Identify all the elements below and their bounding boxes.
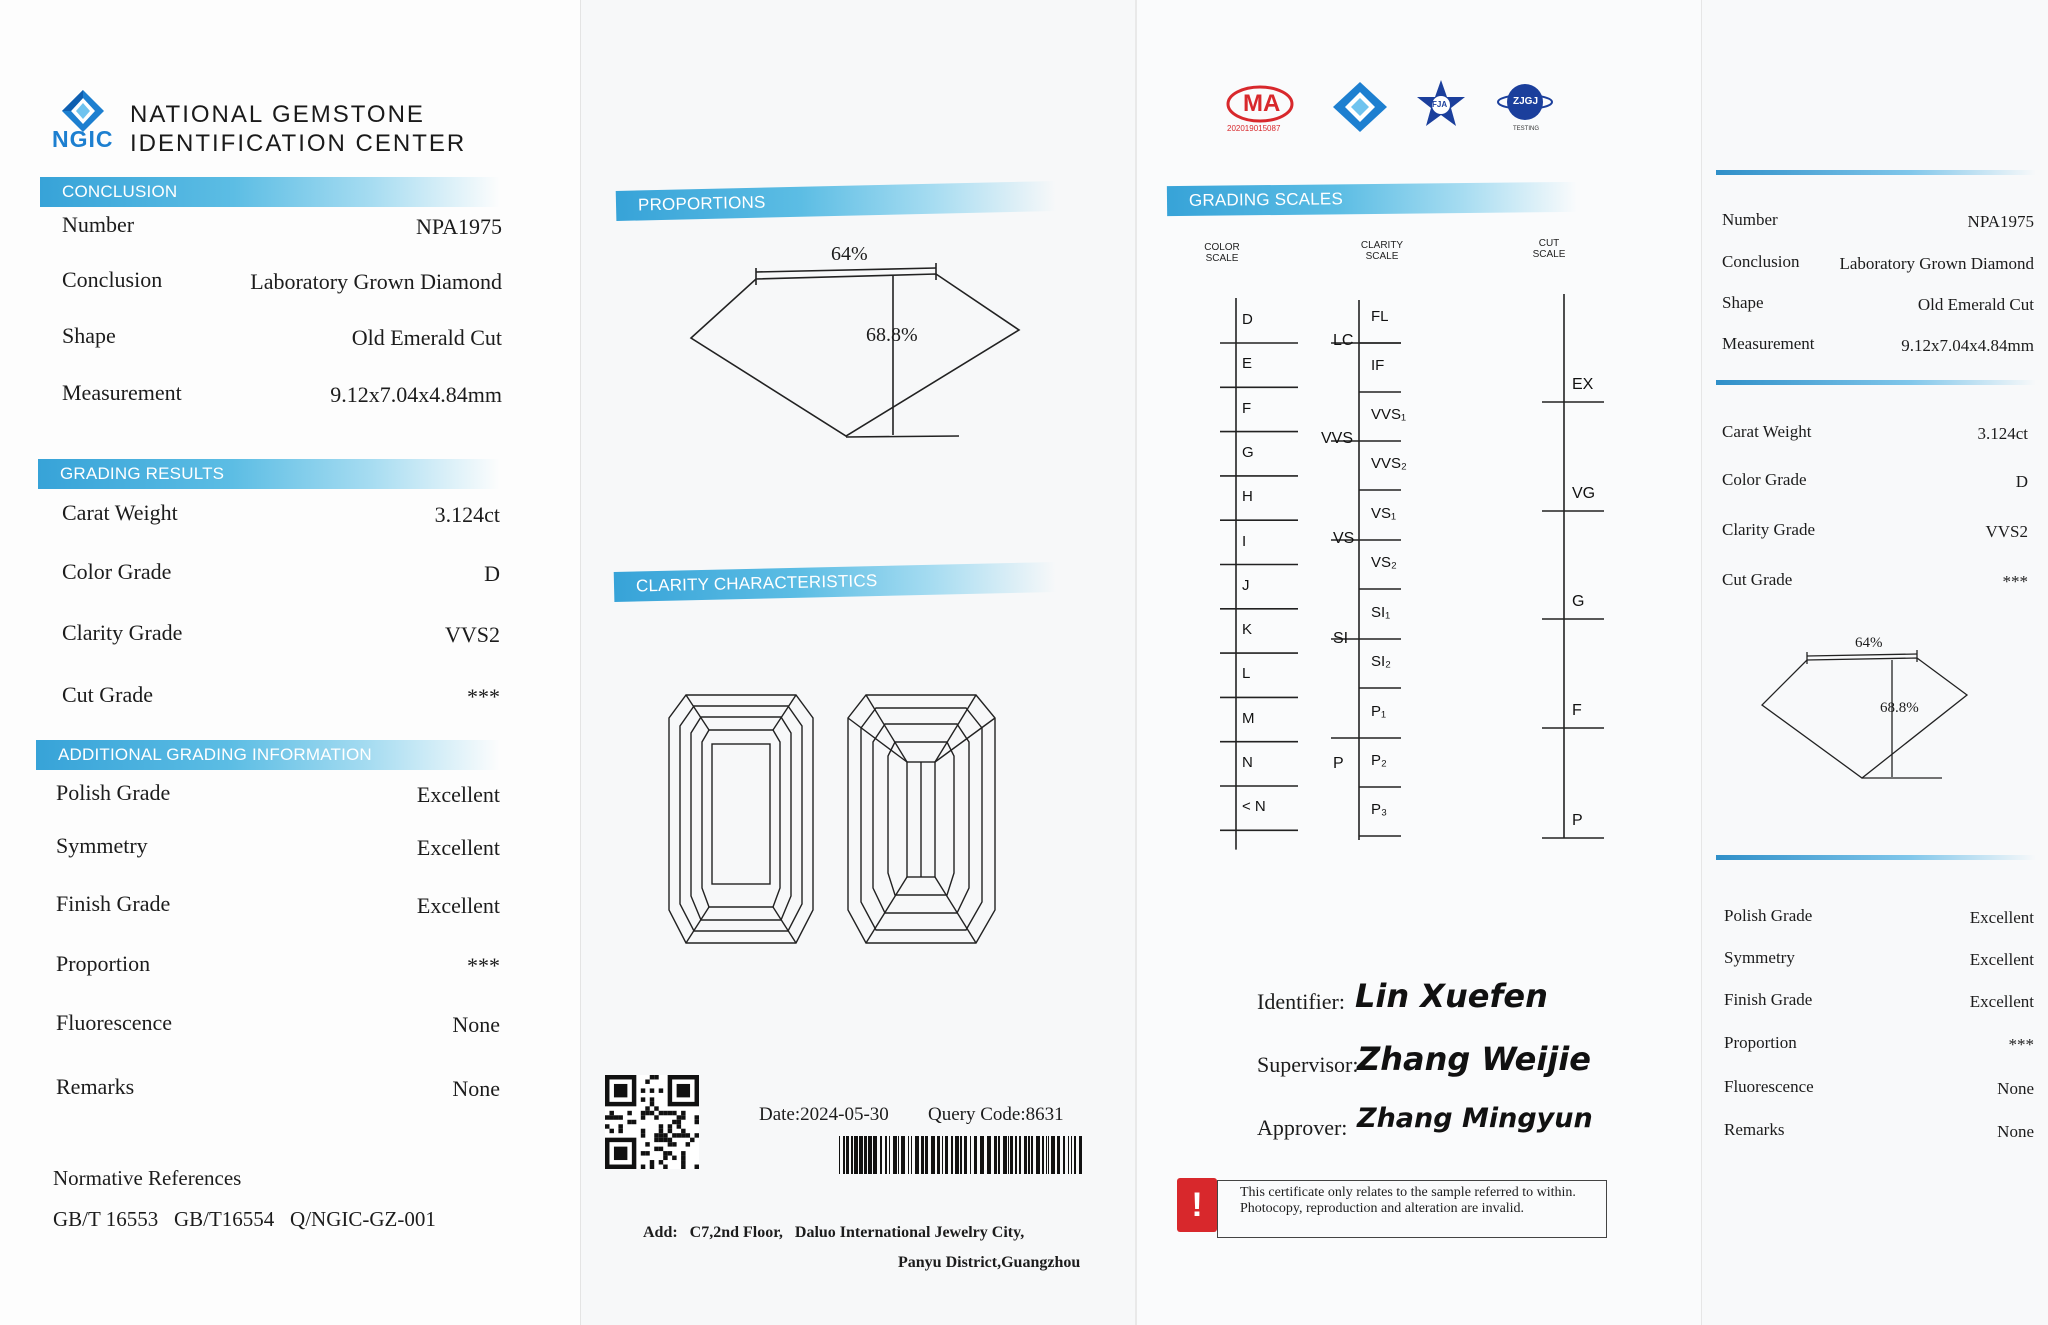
certificate-panel-diagrams [580,0,1136,1325]
color-grade-i: I [1242,532,1247,550]
certificate-panel-summary [1701,0,2048,1325]
color-grade-l: L [1242,665,1251,683]
summary-finish-grade-label: Finish Grade [1724,990,1813,1009]
measurement-value: 9.12x7.04x4.84mm [330,382,502,407]
summary-shape-value: Old Emerald Cut [1917,295,2034,314]
section-additional-header: ADDITIONAL GRADING INFORMATION [36,740,500,770]
symmetry-label: Symmetry [56,833,148,858]
fja-star-icon: FJA [1415,78,1467,130]
clarity-scale-title: CLARITY SCALE [1360,240,1404,262]
clarity-group-p: P [1333,755,1344,772]
section-conclusion-header: CONCLUSION [40,177,500,207]
clarity-grade-label: Clarity Grade [62,620,183,645]
shape-value: Old Emerald Cut [351,325,502,350]
signature-role-0: Identifier: [1257,989,1345,1014]
carat-weight-label: Carat Weight [62,500,178,525]
section-grading-scales-header: GRADING SCALES [1167,182,1577,216]
cut-grade-value: *** [467,684,500,709]
summary-number-label: Number [1722,210,1778,229]
cut-grade-g: G [1572,593,1585,610]
summary-cut-grade-label: Cut Grade [1722,570,1793,589]
finish-grade-label: Finish Grade [56,891,171,916]
color-grade-d: D [1242,311,1253,328]
summary-fluorescence-label: Fluorescence [1724,1077,1814,1096]
summary-color-grade-value: D [2015,472,2028,491]
color-grade-lt-n: < N [1242,798,1266,816]
section-proportions-header: PROPORTIONS [616,181,1057,221]
grading-results-list [62,500,500,740]
summary-proportion-label: Proportion [1724,1033,1797,1052]
org-abbreviation: NGIC [52,126,114,152]
summary-divider-3 [1716,855,2036,860]
color-grade-e: E [1242,355,1253,373]
signature-name-2: Zhang Mingyun [1357,1103,1593,1134]
section-clarity-characteristics-header: CLARITY CHARACTERISTICS [614,562,1057,602]
summary-divider-1 [1716,170,2036,175]
color-grade-m: M [1242,709,1255,727]
summary-proportion-value: *** [2008,1035,2034,1054]
color-grade-k: K [1242,621,1253,639]
summary-number-value: NPA1975 [1967,212,2034,231]
symmetry-value: Excellent [416,835,500,860]
clarity-grade-3: VVS₂ [1371,455,1407,472]
certificate-panel-main [0,0,580,1325]
summary-carat-weight-value: 3.124ct [1977,424,2028,443]
clarity-grade-9: P₂ [1371,752,1387,769]
clarity-grade-1: IF [1371,357,1385,374]
clarity-grade-5: VS₂ [1371,554,1397,571]
clarity-grade-6: SI₁ [1371,604,1391,621]
summary-cut-grade-value: *** [2002,572,2028,591]
cut-grade-ex: EX [1572,376,1594,393]
color-grade-h: H [1242,488,1253,506]
summary-bottom-list [1724,906,2034,1146]
signature-name-1: Zhang Weijie [1357,1040,1591,1078]
proportion-depth-percent: 68.8% [866,324,918,346]
conclusion-value: Laboratory Grown Diamond [250,269,502,294]
finish-grade-value: Excellent [416,893,500,918]
clarity-group-vs: VS [1333,530,1355,547]
cut-scale-title: CUT SCALE [1532,238,1566,260]
proportion-label: Proportion [56,951,151,976]
color-grade-n: N [1242,754,1253,771]
color-grade-j: J [1242,576,1250,594]
proportion-table-percent: 64% [831,243,868,265]
summary-proportions-diagram [1702,640,2048,790]
cma-mark-icon: MA 202019015087 [1225,84,1295,134]
warning-icon: ! [1177,1178,1217,1232]
barcode [839,1136,1089,1174]
color-scale-title: COLOR SCALE [1204,242,1240,264]
remarks-value: None [452,1076,500,1101]
clarity-grade-8: P₁ [1371,703,1387,720]
clarity-grade-2: VVS₁ [1371,406,1407,423]
color-grade-g: G [1242,443,1254,461]
clarity-grade-value: VVS2 [444,622,500,647]
qr-code[interactable] [605,1075,699,1169]
org-name-line2: IDENTIFICATION CENTER [130,130,467,157]
summary-measurement-label: Measurement [1722,334,1815,353]
clarity-grade-10: P₃ [1371,801,1388,818]
additional-grading-list [56,780,500,1120]
org-name-line1: NATIONAL GEMSTONE [130,101,425,128]
normative-references-title: Normative References [53,1166,242,1190]
disclaimer-text: This certificate only relates to the sample referred to within. Photocopy, reproduction and alteration are invalid. [1217,1180,1607,1238]
zjgj-testing-icon: ZJGJ TESTING [1497,82,1553,138]
conclusion-label: Conclusion [62,267,163,292]
summary-divider-2 [1716,380,2036,385]
clarity-grade-7: SI₂ [1371,653,1391,670]
conclusion-list [62,212,502,432]
normative-references-list: GB/T 16553 GB/T16554 Q/NGIC-GZ-001 [53,1207,436,1231]
grading-scales-labels [1137,0,1703,900]
cut-grade-vg: VG [1572,485,1596,502]
address-line-2: Panyu District,Guangzhou [898,1254,1081,1271]
summary-finish-grade-value: Excellent [1969,992,2034,1011]
measurement-label: Measurement [62,380,182,405]
signature-role-2: Approver: [1257,1115,1348,1140]
summary-middle-list [1722,410,2028,610]
summary-conclusion-label: Conclusion [1722,252,1800,271]
cut-grade-p: P [1572,812,1583,829]
color-grade-label: Color Grade [62,559,172,584]
polish-grade-value: Excellent [416,782,500,807]
clarity-group-lc: LC [1333,332,1354,349]
summary-color-grade-label: Color Grade [1722,470,1807,489]
cut-grade-label: Cut Grade [62,682,154,707]
summary-conclusion-value: Laboratory Grown Diamond [1839,254,2034,273]
signature-role-1: Supervisor: [1257,1052,1359,1077]
clarity-plot-diagram [581,690,1136,950]
shape-label: Shape [62,323,116,348]
issue-date: Date:2024-05-30 [759,1104,889,1125]
summary-polish-grade-label: Polish Grade [1724,906,1813,925]
summary-clarity-grade-label: Clarity Grade [1722,520,1815,539]
color-grade-value: D [484,561,500,586]
fluorescence-label: Fluorescence [56,1010,173,1035]
carat-weight-value: 3.124ct [434,502,500,527]
query-code: Query Code:8631 [928,1104,1064,1125]
summary-remarks-value: None [1997,1122,2034,1141]
summary-carat-weight-label: Carat Weight [1722,422,1812,441]
summary-top-list [1722,196,2034,366]
cut-grade-f: F [1572,702,1582,719]
color-grade-f: F [1242,399,1252,417]
summary-remarks-label: Remarks [1724,1120,1785,1139]
summary-fluorescence-value: None [1997,1079,2034,1098]
summary-depth-percent: 68.8% [1880,700,1919,716]
section-grading-results-header: GRADING RESULTS [38,459,500,489]
summary-polish-grade-value: Excellent [1969,908,2034,927]
fluorescence-value: None [452,1012,500,1037]
summary-symmetry-label: Symmetry [1724,948,1795,967]
clarity-grade-0: FL [1371,308,1389,325]
summary-symmetry-value: Excellent [1969,950,2034,969]
summary-clarity-grade-value: VVS2 [1985,522,2028,541]
clarity-group-si: SI [1333,630,1349,647]
polish-grade-label: Polish Grade [56,780,171,805]
remarks-label: Remarks [56,1074,135,1099]
certificate-panel-scales [1135,0,1703,1325]
clarity-grade-4: VS₁ [1371,505,1397,522]
proportion-value: *** [467,953,500,978]
number-label: Number [62,212,135,237]
address-line-1: Add: C7,2nd Floor, Daluo International Jewelry City, [643,1224,1025,1241]
number-value: NPA1975 [416,214,502,239]
signature-name-0: Lin Xuefen [1355,977,1548,1015]
summary-shape-label: Shape [1722,293,1764,312]
summary-measurement-value: 9.12x7.04x4.84mm [1901,336,2034,355]
clarity-group-vvs: VVS [1321,430,1354,447]
summary-table-percent: 64% [1855,635,1883,651]
signature-block [1257,977,1677,1143]
